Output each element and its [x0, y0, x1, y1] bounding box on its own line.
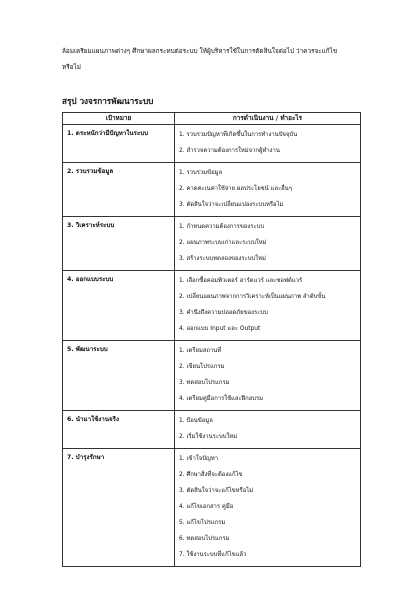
phase-cell: 4. ออกแบบระบบ [63, 271, 175, 341]
step-item: 5. แก้ไขโปรแกรม [179, 520, 226, 526]
step-item: 2. เปลี่ยนแผนภาพจากการวิเคราะห์เป็นแผนภาพ ลำดับขั้น [179, 294, 326, 300]
step-item: 2. ศึกษาสิ่งที่จะต้องแก้ไข [179, 472, 243, 478]
intro-paragraph [62, 44, 374, 75]
step-item: 1. รวบรวมปัญหาที่เกิดขึ้นในการทำงานปัจจุบัน [179, 132, 298, 138]
step-item: 1. รวบรวมข้อมูล [179, 170, 223, 176]
steps-cell [175, 125, 361, 163]
phase-cell: 5. พัฒนาระบบ [63, 341, 175, 411]
table-row [63, 411, 361, 449]
steps-cell [175, 341, 361, 411]
phase-cell: 1. ตระหนักว่ามีปัญหาในระบบ [63, 125, 175, 163]
step-item: 4. เตรียมคู่มือการใช้และฝึกอบรม [179, 396, 264, 402]
phase-cell: 7. บำรุงรักษา [63, 449, 175, 567]
step-item: 4. ออกแบบ Input และ Output [179, 326, 261, 332]
step-item: 2. เขียนโปรแกรม [179, 364, 225, 370]
steps-cell [175, 217, 361, 271]
steps-cell [175, 163, 361, 217]
step-item: 1. ป้อนข้อมูล [179, 418, 213, 424]
step-item: 1. กำหนดความต้องการของระบบ [179, 224, 265, 230]
step-item: 2. คาดคะเนค่าใช้จ่าย ผลประโยชน์ และอื่นๆ [179, 186, 292, 192]
table-row [63, 271, 361, 341]
phase-cell: 2. รวบรวมข้อมูล [63, 163, 175, 217]
section-title: สรุป วงจรการพัฒนาระบบ [62, 96, 154, 106]
step-item: 3. ตัดสินใจว่าจะแก้ไขหรือไม่ [179, 488, 254, 494]
table-body [63, 125, 361, 567]
steps-cell [175, 411, 361, 449]
step-item: 2. เริ่มใช้งานระบบใหม่ [179, 434, 238, 440]
phase-cell: 3. วิเคราะห์ระบบ [63, 217, 175, 271]
intro-line-2: หรือไม่ [62, 62, 81, 71]
phase-cell: 6. นำมาใช้งานจริง [63, 411, 175, 449]
step-item: 4. แก้ไขเอกสาร คู่มือ [179, 504, 234, 510]
table-header-row [63, 113, 361, 125]
table-row [63, 125, 361, 163]
sdlc-summary-table [62, 112, 361, 567]
step-item: 1. เลือกซื้อคอมพิวเตอร์ ฮาร์ดแวร์ และซอฟต์แวร์ [179, 278, 303, 284]
step-item: 2. สำรวจความต้องการใหม่จากผู้ทำงาน [179, 148, 280, 154]
step-item: 3. ทดสอบโปรแกรม [179, 380, 230, 386]
step-item: 1. เตรียมสถานที่ [179, 348, 222, 354]
table-row [63, 341, 361, 411]
step-item: 1. เข้าใจปัญหา [179, 456, 219, 462]
step-item: 3. สร้างระบบทดลองของระบบใหม่ [179, 256, 266, 262]
step-item: 7. ใช้งานระบบที่แก้ไขแล้ว [179, 552, 247, 558]
step-item: 6. ทดสอบโปรแกรม [179, 536, 230, 542]
steps-cell [175, 271, 361, 341]
step-item: 2. แผนภาพระบบเก่าและระบบใหม่ [179, 240, 267, 246]
table-row [63, 217, 361, 271]
step-item: 3. ตัดสินใจว่าจะเปลี่ยนแปลงระบบหรือไม่ [179, 202, 284, 208]
header-activities: การดำเนินงาน / ทำอะไร [175, 113, 361, 125]
intro-line-1: ล้อมเตรียมแผนภาพต่างๆ ศึกษาผลกระทบต่อระบบ ให้ผู้บริหารใช้ในการตัดสินใจต่อไป ว่าควรจะแก้ไข [62, 47, 338, 55]
header-goal: เป้าหมาย [63, 113, 175, 125]
table-row [63, 449, 361, 567]
table-row [63, 163, 361, 217]
step-item: 3. คำนึงถึงความปลอดภัยของระบบ [179, 310, 268, 316]
steps-cell [175, 449, 361, 567]
